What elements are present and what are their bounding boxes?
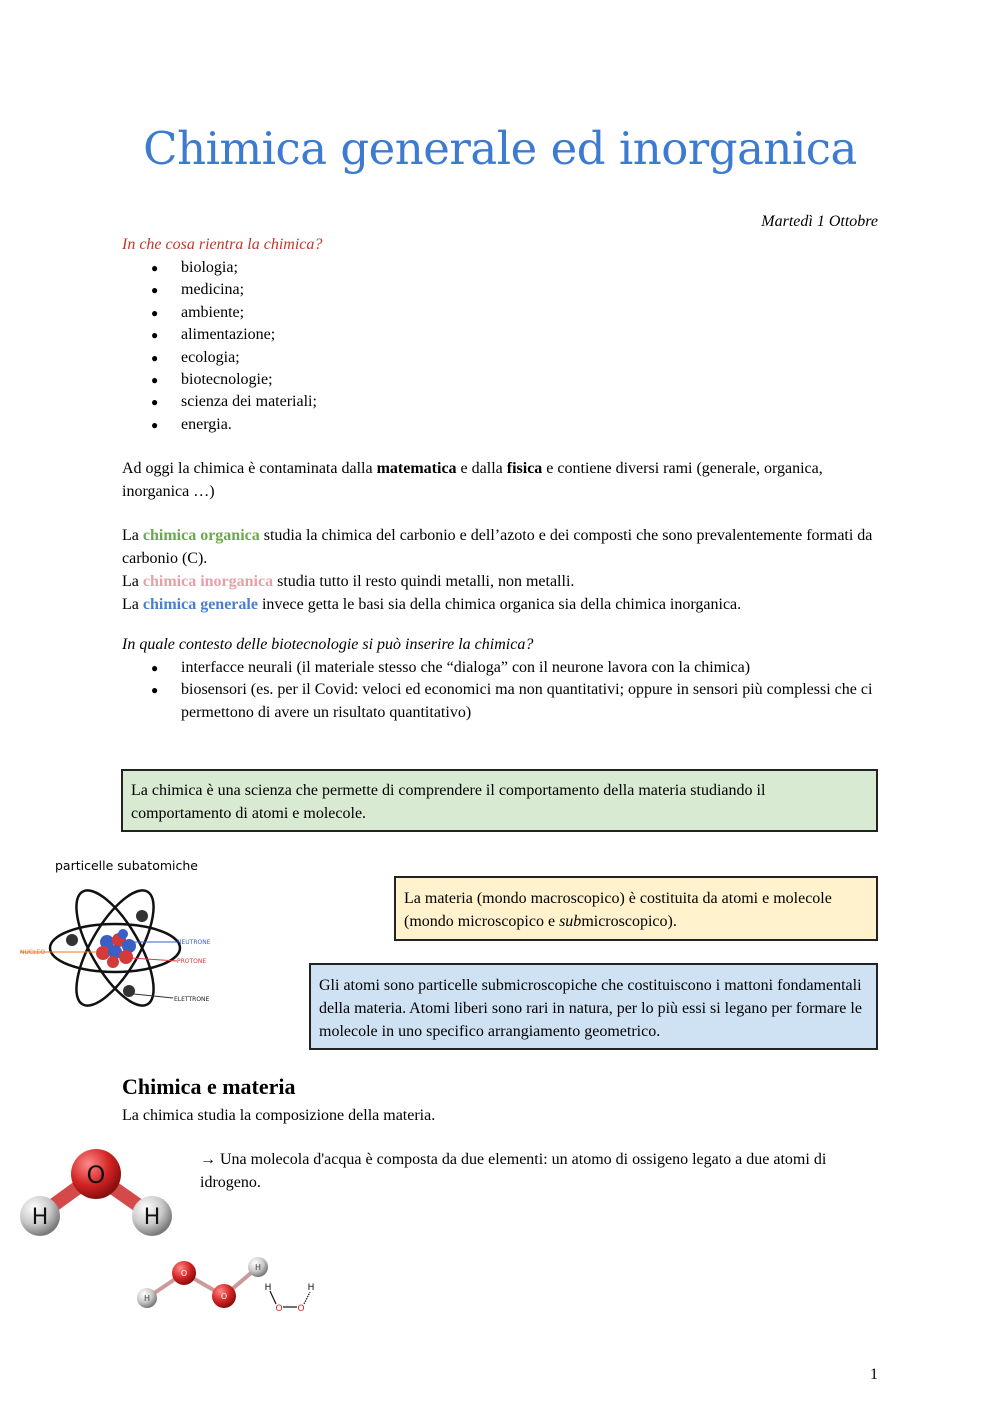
list-item: ● scienza dei materiali; [122, 391, 317, 413]
general-chemistry-line: La chimica generale invece getta le basi sia della chimica organica sia della chimica inorganica. [122, 596, 742, 613]
paragraph-chemistry-today: Ad oggi la chimica è contaminata dalla matematica e dalla fisica e contiene diversi rami (generale, organica, inorganica …) [122, 460, 823, 500]
peroxide-o2: O [220, 1292, 228, 1301]
document-title: Chimica generale ed inorganica [143, 122, 857, 175]
list-item: ● ecologia; [122, 347, 317, 369]
label-neutrone: NEUTRONE [177, 939, 211, 946]
lecture-date: Martedì 1 Ottobre [761, 213, 878, 230]
peroxide-h1: H [143, 1294, 151, 1303]
atom-figure-caption: particelle subatomiche [55, 858, 198, 873]
label-elettrone: ELETTRONE [174, 996, 210, 1003]
label-nucleo: NUCLEO [20, 949, 45, 956]
peroxide-o1: O [180, 1269, 188, 1278]
water-h2-label: H [143, 1205, 161, 1230]
chemistry-fields-list [122, 257, 317, 436]
water-o-label: O [86, 1161, 106, 1189]
water-molecule-diagram [15, 1145, 180, 1240]
list-item: ● biosensori (es. per il Covid: veloci ed economici ma non quantitativi; oppure in sensori più complessi che ci permettono di avere un risultato quantitativo) [122, 679, 878, 724]
term-inorganic-chemistry: chimica inorganica [142, 573, 274, 590]
term-organic-chemistry: chimica organica [142, 527, 260, 544]
struct-o2: O [297, 1304, 305, 1314]
struct-h2: H [307, 1283, 315, 1293]
definition-box-chemistry: La chimica è una scienza che permette di comprendere il comportamento della materia studiando il comportamento di atomi e molecole. [121, 769, 878, 832]
section-text: La chimica studia la composizione della materia. [122, 1107, 436, 1124]
inorganic-chemistry-line: La chimica inorganica studia tutto il resto quindi metalli, non metalli. [122, 573, 575, 590]
water-h1-label: H [31, 1205, 49, 1230]
list-item: ● medicina; [122, 279, 317, 301]
peroxide-structural-formula [262, 1280, 322, 1315]
info-box-atoms: Gli atomi sono particelle submicroscopiche che costituiscono i mattoni fondamentali della materia. Atomi liberi sono rari in natura, per lo più essi si legano per formare le molecole in uno specifico arrangiamento geometrico. [309, 963, 878, 1050]
label-protone: PROTONE [177, 958, 207, 965]
struct-h1: H [264, 1283, 272, 1293]
question-chemistry-fields: In che cosa rientra la chimica? [122, 236, 323, 253]
organic-chemistry-line: La chimica organica studia la chimica del carbonio e dell’azoto e dei composti che sono prevalentemente formati da carbonio (C). [122, 527, 873, 567]
biotech-list [122, 657, 878, 724]
page-number: 1 [870, 1366, 878, 1383]
list-item: ● interfacce neurali (il materiale stesso che “dialoga” con il neurone lavora con la chimica) [122, 657, 878, 679]
list-item: ● energia. [122, 414, 317, 436]
list-item: ● biotecnologie; [122, 369, 317, 391]
info-box-matter: La materia (mondo macroscopico) è costituita da atomi e molecole (mondo microscopico e submicroscopico). [394, 876, 878, 941]
atom-diagram [15, 876, 220, 1026]
question-biotech-context: In quale contesto delle biotecnologie si può inserire la chimica? [122, 636, 534, 653]
paragraph-chemistry-branches [122, 524, 878, 616]
struct-o1: O [275, 1304, 283, 1314]
list-item: ● biologia; [122, 257, 317, 279]
term-general-chemistry: chimica generale [142, 596, 258, 613]
list-item: ● ambiente; [122, 302, 317, 324]
peroxide-h2: H [254, 1263, 262, 1272]
water-description: → Una molecola d'acqua è composta da due elementi: un atomo di ossigeno legato a due atomi di idrogeno. [200, 1151, 827, 1191]
section-heading: Chimica e materia [122, 1074, 296, 1099]
peroxide-ball-model [130, 1250, 275, 1315]
list-item: ● alimentazione; [122, 324, 317, 346]
